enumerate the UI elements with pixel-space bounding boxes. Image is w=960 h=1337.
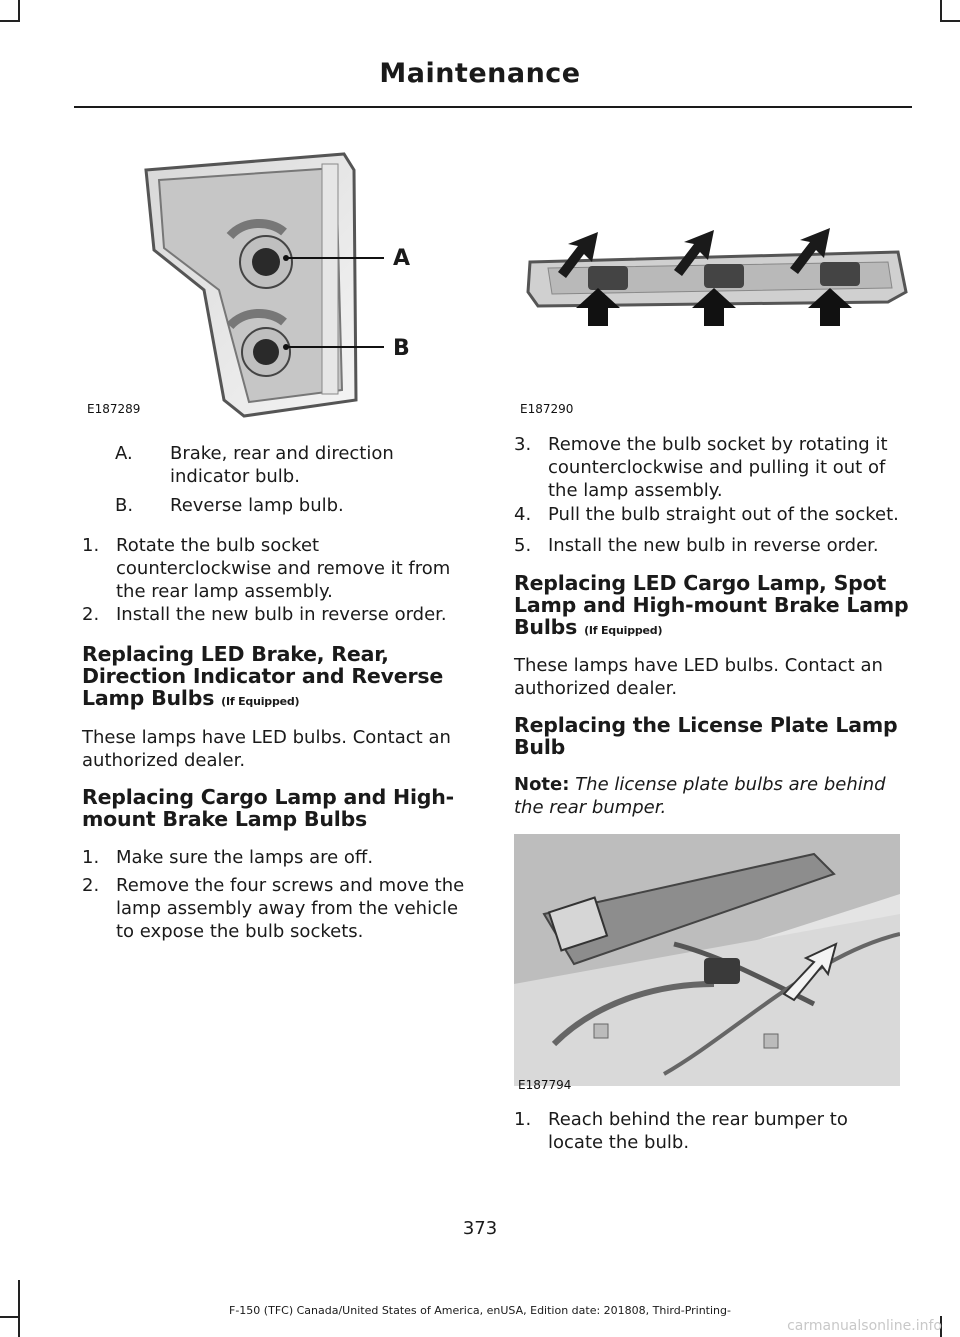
note: Note: The license plate bulbs are behind the rear bumper. — [514, 774, 886, 818]
figure-rear-lamp — [74, 140, 474, 422]
section-heading: Replacing LED Brake, Rear, Direction Indicator and Reverse Lamp Bulbs (If Equipped) — [82, 642, 444, 710]
figure-code: E187794 — [518, 1078, 572, 1092]
license-lamp-illustration — [514, 834, 900, 1086]
body-text: These lamps have LED bulbs. Contact an authorized dealer. — [514, 655, 883, 699]
figure-code: E187290 — [520, 402, 574, 416]
watermark: carmanualsonline.info — [787, 1318, 942, 1334]
section-heading: Replacing LED Cargo Lamp, Spot Lamp and High-mount Brake Lamp Bulbs (If Equipped) — [514, 571, 909, 639]
high-mount-lamp-illustration — [508, 222, 912, 332]
section-heading: Replacing the License Plate Lamp Bulb — [514, 713, 898, 759]
section-heading: Replacing Cargo Lamp and High-mount Brake Lamp Bulbs — [82, 785, 454, 831]
crop-mark — [18, 0, 20, 22]
header-divider — [74, 106, 912, 108]
page-number: 373 — [462, 1218, 498, 1239]
callout-label-b: B — [393, 336, 410, 361]
footer-text: F-150 (TFC) Canada/United States of America, enUSA, Edition date: 201808, Third-Printing- — [229, 1304, 731, 1317]
callout-label-a: A — [393, 246, 411, 271]
crop-mark — [940, 20, 960, 22]
figure-license-lamp — [514, 834, 900, 1086]
rear-lamp-illustration — [74, 140, 474, 422]
figure-code: E187289 — [87, 402, 141, 416]
crop-mark — [0, 20, 20, 22]
crop-mark — [940, 0, 942, 22]
figure-high-mount-lamp — [508, 222, 912, 332]
body-text: These lamps have LED bulbs. Contact an authorized dealer. — [82, 727, 451, 771]
page-title: Maintenance — [379, 58, 581, 89]
